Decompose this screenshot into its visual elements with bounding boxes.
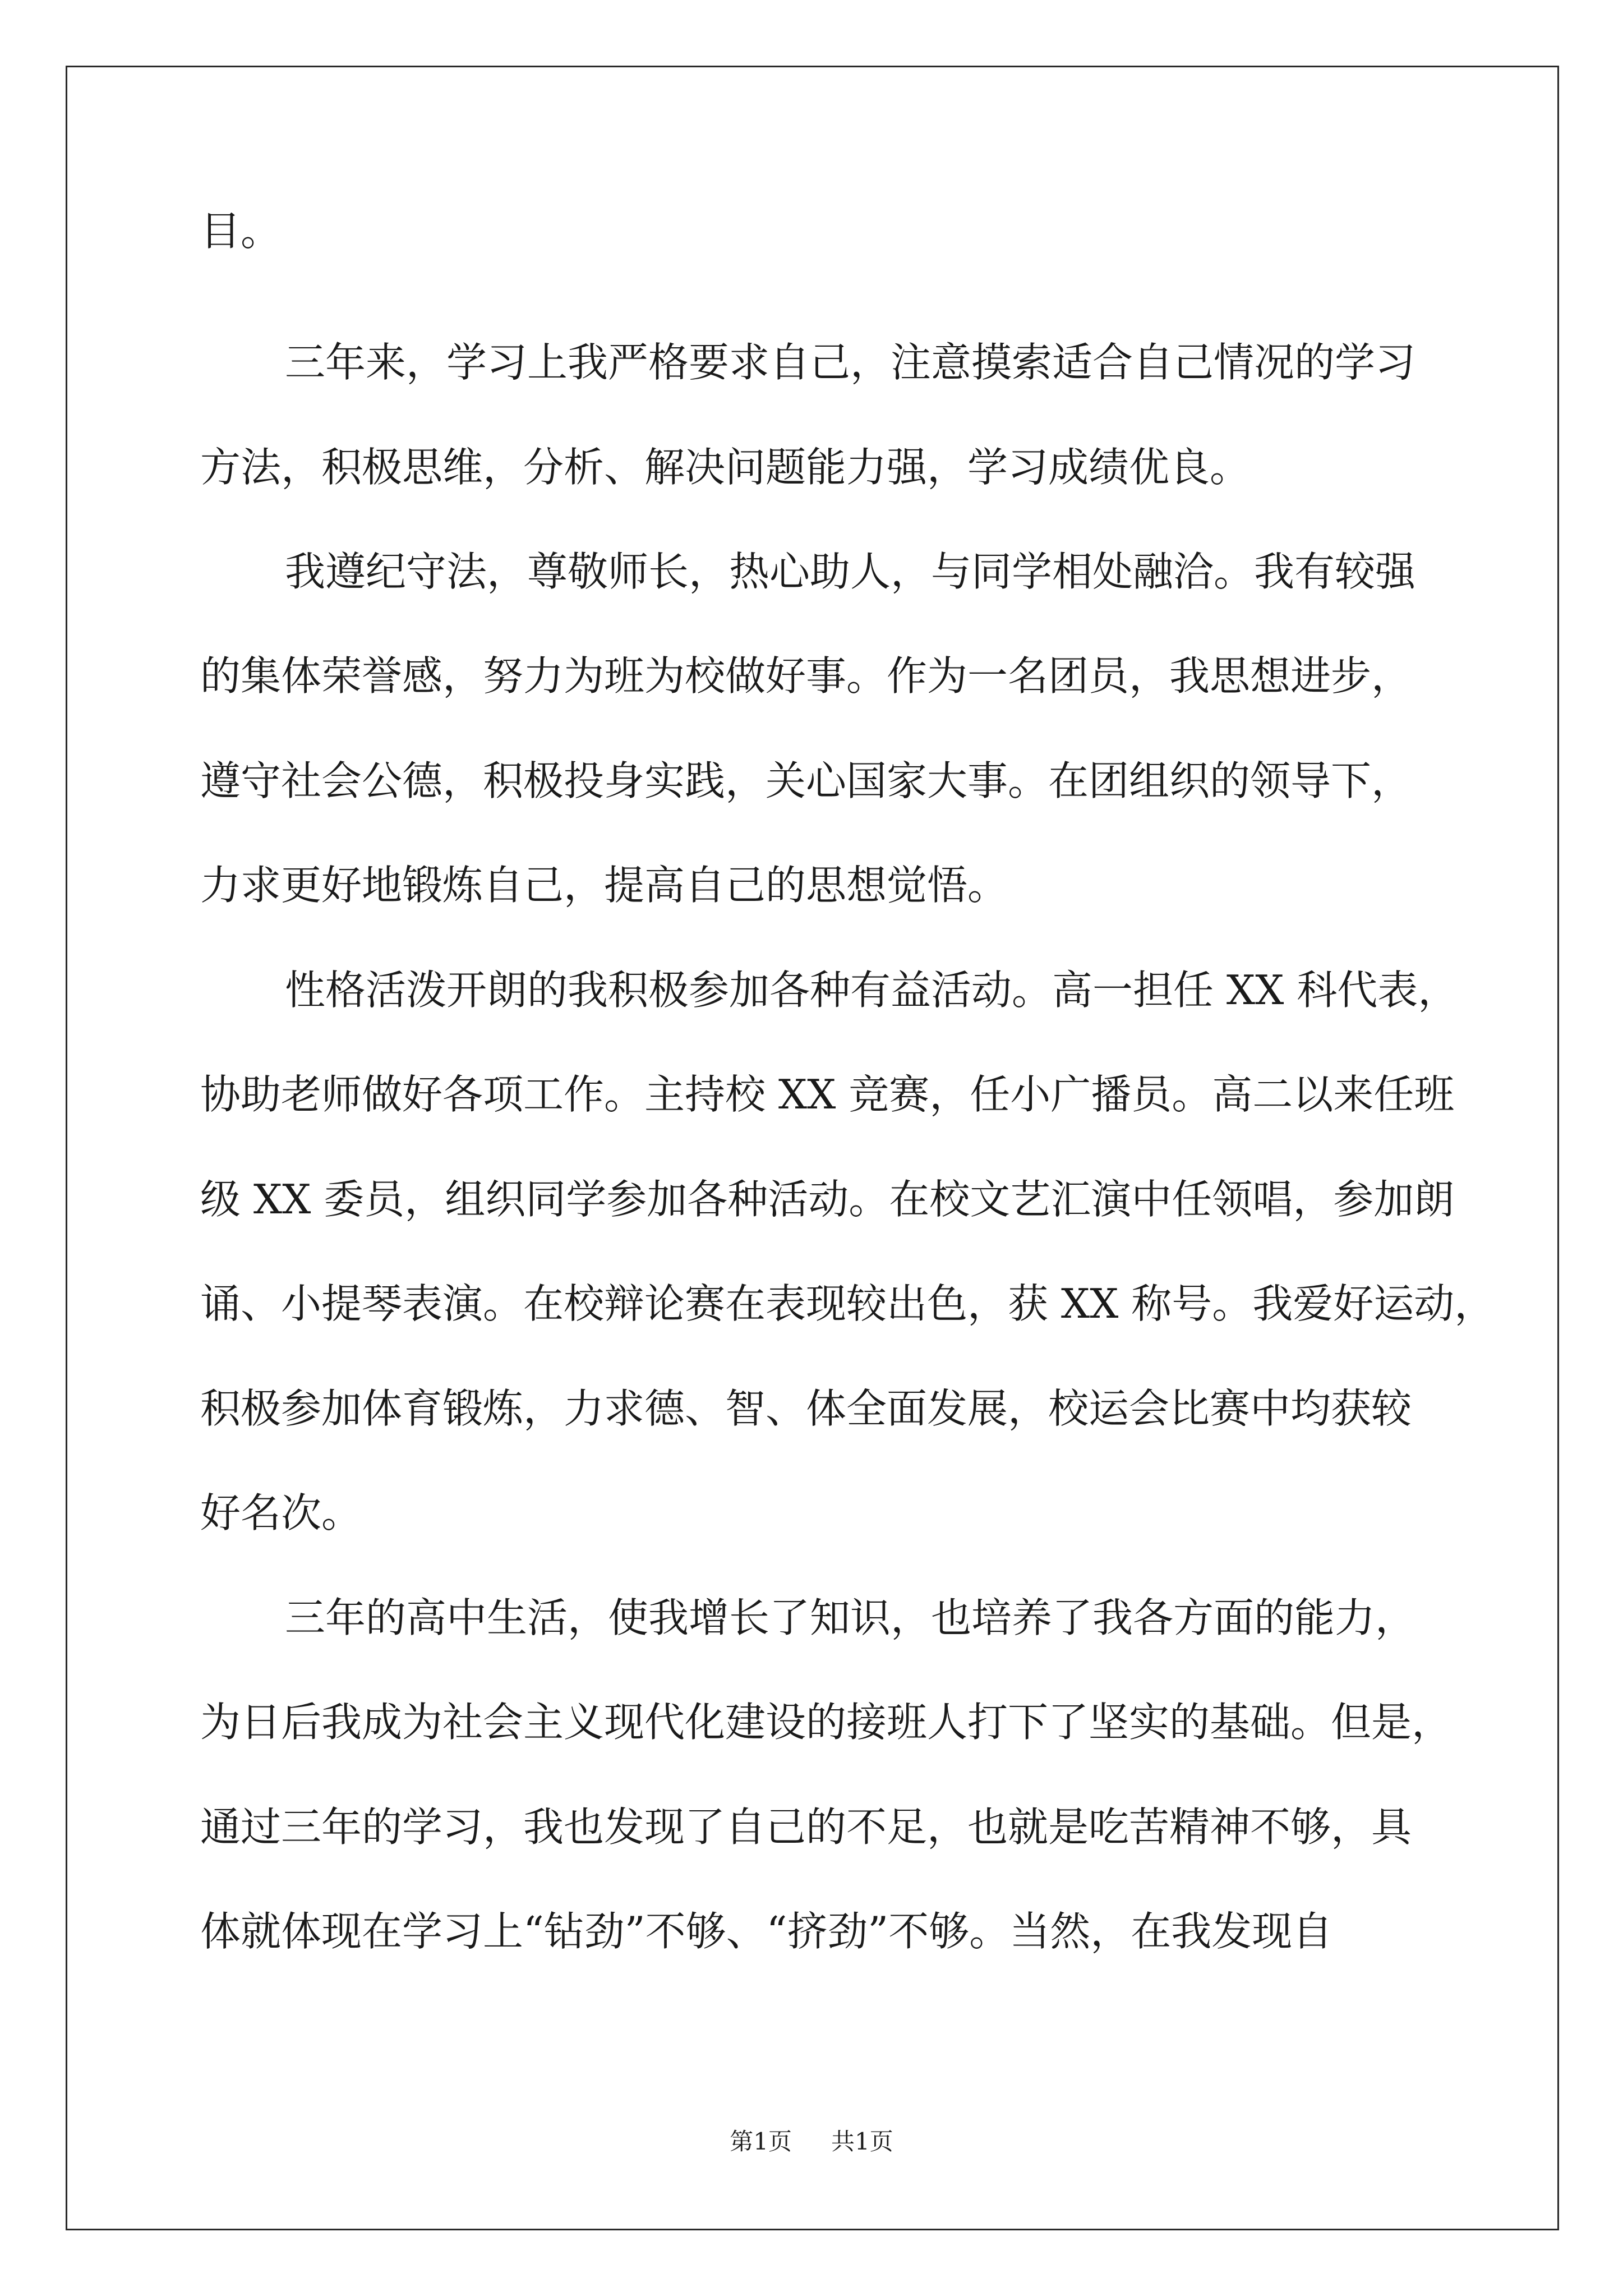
page-total: 共1页: [831, 2128, 893, 2155]
text-line: 为日后我成为社会主义现代化建设的接班人打下了坚实的基础。但是，: [200, 1699, 1453, 1746]
text-line: 三年的高中生活，使我增长了知识，也培养了我各方面的能力，: [285, 1594, 1416, 1641]
text-line: 我遵纪守法，尊敬师长，热心助人，与同学相处融洽。我有较强: [285, 548, 1416, 595]
text-line: 力求更好地锻炼自己，提高自己的思想觉悟。: [200, 862, 1008, 909]
text-line: 积极参加体育锻炼，力求德、智、体全面发展，校运会比赛中均获较: [200, 1385, 1412, 1432]
text-line: 目。: [200, 208, 282, 255]
text-line: 通过三年的学习，我也发现了自己的不足，也就是吃苦精神不够，具: [200, 1803, 1412, 1851]
text-line: 性格活泼开朗的我积极参加各种有益活动。高一担任 XX 科代表，: [285, 967, 1459, 1014]
text-line: 遵守社会公德，积极投身实践，关心国家大事。在团组织的领导下，: [200, 757, 1412, 804]
text-line: 级 XX 委员，组织同学参加各种活动。在校文艺汇演中任领唱，参加朗: [200, 1176, 1455, 1223]
page-number: 第1页: [730, 2128, 792, 2155]
text-line: 方法，积极思维，分析、解决问题能力强，学习成绩优良。: [200, 444, 1251, 491]
page-footer: [0, 2126, 1623, 2157]
text-line: 的集体荣誉感，努力为班为校做好事。作为一名团员，我思想进步，: [200, 652, 1412, 700]
text-line: 体就体现在学习上“钻劲”不够、“挤劲”不够。当然，在我发现自: [200, 1908, 1333, 1955]
text-line: 协助老师做好各项工作。主持校 XX 竞赛，任小广播员。高二以来任班: [200, 1071, 1455, 1118]
text-line: 诵、小提琴表演。在校辩论赛在表现较出色，获 XX 称号。我爱好运动，: [200, 1280, 1495, 1327]
text-line: 好名次。: [200, 1489, 362, 1536]
text-line: 三年来，学习上我严格要求自己，注意摸索适合自己情况的学习: [285, 339, 1416, 386]
